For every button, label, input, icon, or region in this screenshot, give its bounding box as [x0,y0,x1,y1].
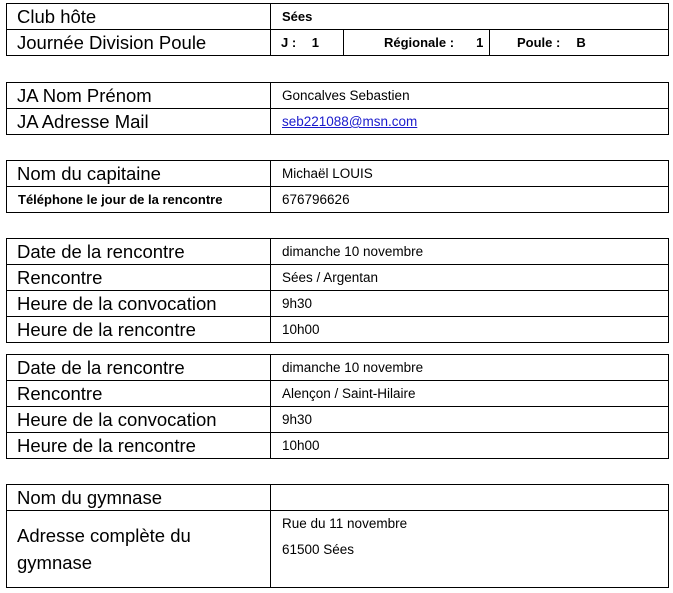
division-value: 1 [476,35,484,50]
match-1-convocation-row [7,291,669,317]
club-value: Sées [271,4,669,30]
capitaine-name-row [7,161,669,187]
match-rencontre-label: Rencontre [7,265,271,291]
club-row [7,4,669,30]
match-rencontre-value: Sées / Argentan [271,265,669,291]
gymnase-name-label: Nom du gymnase [7,485,271,511]
match-heure-value: 10h00 [271,433,669,459]
gymnase-name-row [7,485,669,511]
gymnase-table [6,484,669,588]
match-heure-label: Heure de la rencontre [7,317,271,343]
match-date-value: dimanche 10 novembre [271,239,669,265]
gymnase-address-label-cell [7,511,271,588]
match-heure-value: 10h00 [271,317,669,343]
poule-value: B [576,35,586,50]
journee-row [7,30,669,56]
match-date-label: Date de la rencontre [7,239,271,265]
ja-mail-label: JA Adresse Mail [7,109,271,135]
match-convocation-label: Heure de la convocation [7,291,271,317]
gymnase-address-row [7,511,669,588]
poule-label: Poule : [517,35,561,50]
capitaine-phone-value: 676796626 [271,187,669,213]
match-convocation-value: 9h30 [271,291,669,317]
gymnase-name-value [271,485,669,511]
match-rencontre-label: Rencontre [7,381,271,407]
ja-name-row [7,83,669,109]
ja-name-value: Goncalves Sebastien [271,83,669,109]
gymnase-address-label: Adresse complète du gymnase [17,525,191,573]
capitaine-name-value: Michaël LOUIS [271,161,669,187]
match-1-heure-row [7,317,669,343]
division-label: Régionale : [384,35,455,50]
j-value: 1 [311,35,320,50]
match-2-heure-row [7,433,669,459]
match-1-date-row [7,239,669,265]
journee-label: Journée Division Poule [7,30,271,56]
match-rencontre-value: Alençon / Saint-Hilaire [271,381,669,407]
ja-name-label: JA Nom Prénom [7,83,271,109]
ja-table [6,82,669,135]
gymnase-address-cell [271,511,669,588]
j-label: J : [281,35,297,50]
gymnase-address-line1: Rue du 11 novembre [282,516,408,531]
match-date-value: dimanche 10 novembre [271,355,669,381]
capitaine-name-label: Nom du capitaine [7,161,271,187]
match-convocation-value: 9h30 [271,407,669,433]
club-table [6,3,669,56]
match-2-table [6,354,669,459]
poule-segment [489,30,586,55]
capitaine-phone-label: Téléphone le jour de la rencontre [7,187,271,213]
match-convocation-label: Heure de la convocation [7,407,271,433]
ja-mail-row [7,109,669,135]
match-2-date-row [7,355,669,381]
gymnase-address-line2: 61500 Sées [282,542,355,557]
ja-mail-link[interactable]: seb221088@msn.com [282,114,418,129]
match-2-rencontre-row [7,381,669,407]
division-segment [343,30,489,55]
match-2-convocation-row [7,407,669,433]
journee-segments [271,30,668,55]
match-date-label: Date de la rencontre [7,355,271,381]
match-heure-label: Heure de la rencontre [7,433,271,459]
j-segment [271,35,343,50]
capitaine-phone-row [7,187,669,213]
club-label: Club hôte [7,4,271,30]
capitaine-table [6,160,669,213]
match-1-rencontre-row [7,265,669,291]
match-1-table [6,238,669,343]
journee-values-cell [271,30,669,56]
ja-mail-cell [271,109,669,135]
